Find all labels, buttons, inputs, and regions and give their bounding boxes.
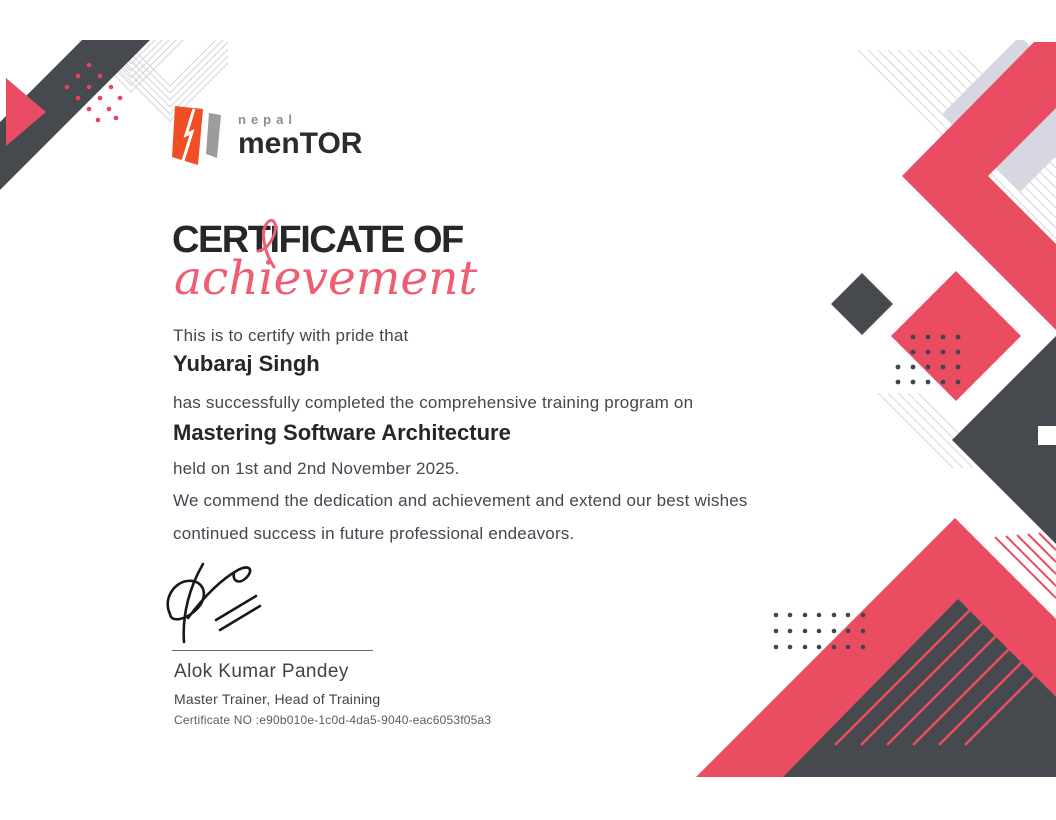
- signature-line: [172, 650, 373, 651]
- title-certificate-of: CERTIFICATE OF: [172, 219, 463, 261]
- recipient-name: Yubaraj Singh: [173, 351, 320, 376]
- intro-line: This is to certify with pride that: [173, 326, 409, 345]
- small-dark-diamond: [831, 273, 893, 335]
- date-line: held on 1st and 2nd November 2025.: [173, 459, 460, 478]
- commendation-line-1: We commend the dedication and achievement and extend our best wishes: [173, 491, 748, 510]
- logo-wordmark: [238, 103, 362, 159]
- logo-text-nepal: nepal: [238, 112, 297, 127]
- signature-scribble: [158, 556, 286, 652]
- logo: [172, 103, 362, 171]
- certificate-number: Certificate NO :e90b010e-1c0d-4da5-9040-eac6053f05a3: [174, 713, 492, 727]
- completion-line: has successfully completed the comprehensive training program on: [173, 393, 694, 412]
- diamond-notch: [1038, 426, 1056, 445]
- course-name: Mastering Software Architecture: [173, 420, 511, 445]
- title-achievement: achievement: [174, 251, 478, 306]
- commendation-line-2: continued success in future professional endeavors.: [173, 524, 575, 543]
- nepal-mentor-flag-icon: [172, 103, 228, 171]
- logo-text-mentor: menTOR: [238, 127, 363, 160]
- signer-role: Master Trainer, Head of Training: [174, 691, 381, 707]
- signer-name: Alok Kumar Pandey: [174, 661, 349, 682]
- certificate-title: [172, 219, 478, 306]
